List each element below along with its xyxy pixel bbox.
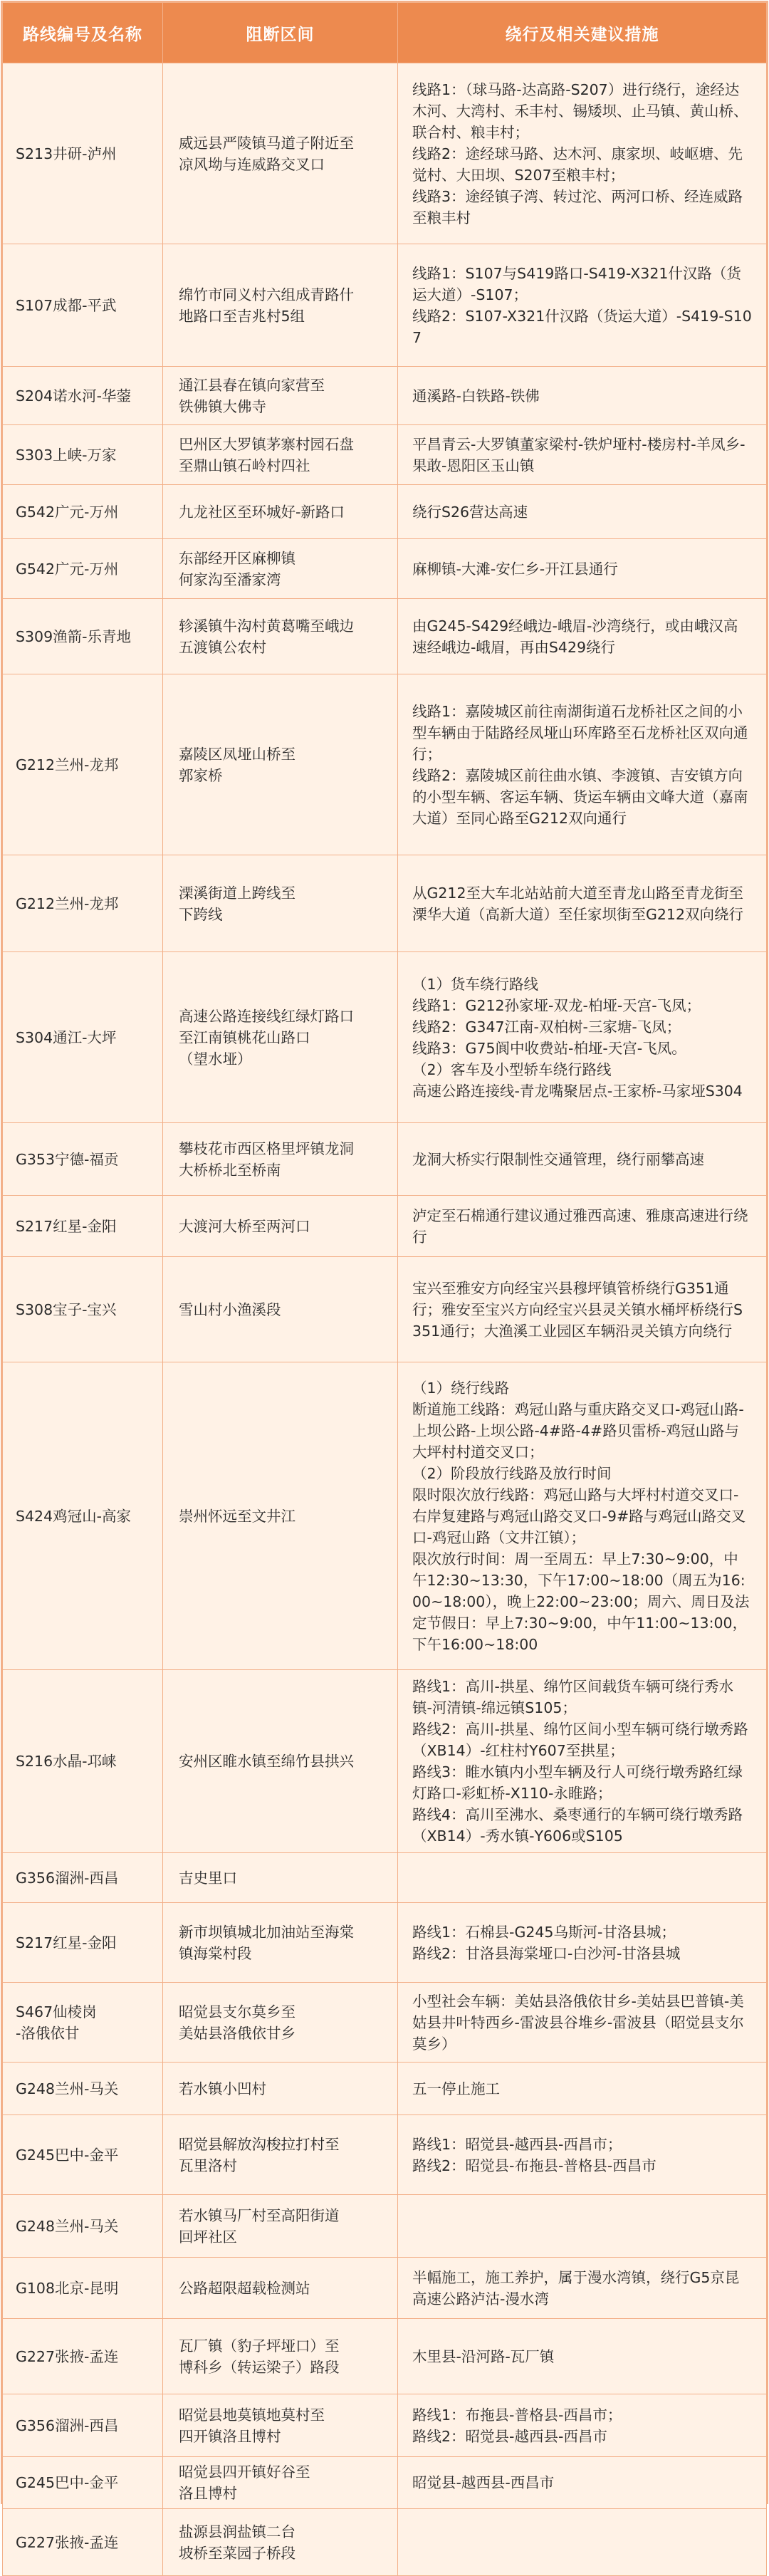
table-row [3,539,767,599]
blocked-section-cell [163,367,398,425]
blocked-section-cell-text: 若水镇小凹村 [179,2080,266,2097]
table-row [3,1196,767,1257]
road-name-cell-text: S308宝子-宝兴 [16,1300,117,1318]
road-name-cell-text: S303上峡-万家 [16,446,117,464]
detour-measures-cell [398,952,767,1123]
table-row [3,2258,767,2319]
blocked-section-cell-text: 若水镇马厂村至高阳街道 回坪社区 [179,2206,340,2246]
blocked-section-cell [163,952,398,1123]
blocked-section-cell-text: 威远县严陵镇马道子附近至 凉风坳与连威路交叉口 [179,134,354,173]
detour-measures-cell-text: 平昌青云-大罗镇董家梁村-铁炉垭村-楼房村-羊凤乡-果敢-恩阳区玉山镇 [412,435,746,474]
detour-measures-cell [398,674,767,855]
table-row [3,2195,767,2258]
detour-measures-cell-text: 龙洞大桥实行限制性交通管理，绕行丽攀高速 [412,1150,704,1168]
road-name-cell-text: G245巴中-金平 [16,2474,119,2491]
road-name-cell [3,2457,163,2509]
detour-measures-cell-text: 路线1：石棉县-G245乌斯河-甘洛县城； 路线2：甘洛县海棠垭口-白沙河-甘洛县城 [412,1923,681,1962]
detour-measures-cell-text: 昭觉县-越西县-西昌市 [412,2474,555,2491]
blocked-section-cell-text: 盐源县润盐镇二台 坡桥至菜园子桥段 [179,2523,295,2562]
detour-measures-cell-text: （1）绕行线路 断道施工线路：鸡冠山路与重庆路交叉口-鸡冠山路-上坝公路-上坝公路-4#路-4#路贝雷桥-鸡冠山路与大坪村村道交叉口； （2）阶段放行线路及放行时间 限时限次放行线路：鸡冠山路与大坪村村道交叉口-右岸复建路与鸡冠山路交叉口-9#路与鸡冠山路交叉口-鸡冠山路（文井江镇）； 限次放行时间：周一至周五：早上7:30~9:00，中午12:30~13:30，下午17:00~18:00（周五为16:00~18:00），晚上22:00~23:00；周六、周日及法定节假日：早上7:30~9:00，中午11:00~13:00，下午16:00~18:00 [412,1379,750,1653]
detour-measures-cell [398,367,767,425]
blocked-section-cell [163,63,398,244]
table-row [3,2509,767,2576]
detour-measures-cell-text: 木里县-沿河路-瓦厂镇 [412,2347,555,2365]
table-row [3,2063,767,2115]
detour-measures-cell-text: 线路1：S107与S419路口-S419-X321什汉路（货运大道）-S107； 线路2：S107-X321什汉路（货运大道）-S419-S107 [412,264,752,346]
table-row [3,1983,767,2063]
detour-measures-cell-text: 小型社会车辆：美姑县洛俄依甘乡-美姑县巴普镇-美姑县井叶特西乡-雷波县谷堆乡-雷波县（昭觉县支尔莫乡） [412,1992,744,2053]
header-blocked-section: 阻断区间 [163,3,398,63]
blocked-section-cell [163,2258,398,2319]
detour-measures-cell-text: 麻柳镇-大滩-安仁乡-开江县通行 [412,560,618,578]
road-name-cell-text: G353宁德-福贡 [16,1150,119,1168]
blocked-section-cell [163,244,398,367]
blocked-section-cell-text: 安州区睢水镇至绵竹县拱兴 [179,1753,354,1770]
table-body [3,63,767,2576]
detour-measures-cell [398,2115,767,2195]
table-row [3,1257,767,1362]
road-name-cell-text: G542广元-万州 [16,503,119,521]
blocked-section-cell [163,425,398,485]
blocked-section-cell-text: 昭觉县地莫镇地莫村至 四开镇洛且博村 [179,2406,325,2445]
blocked-section-cell-text: 巴州区大罗镇茅寨村园石盘 至鼎山镇石岭村四社 [179,435,354,474]
road-name-cell-text: G245巴中-金平 [16,2146,119,2164]
blocked-section-cell-text: 溧溪街道上跨线至 下跨线 [179,884,295,923]
road-name-cell [3,367,163,425]
road-name-cell [3,2394,163,2457]
detour-measures-cell [398,1257,767,1362]
detour-measures-cell-text: 路线1：高川-拱星、绵竹区间载货车辆可绕行秀水镇-河清镇-绵远镇S105； 路线2：高川-拱星、绵竹区间小型车辆可绕行墩秀路（XB14）-红柱村Y607至拱星； 路线3：睢水镇内小型车辆及行人可绕行墩秀路红绿灯路口-彩虹桥-X110-永睢路； 路线4：高川至沸水、桑枣通行的车辆可绕行墩秀路（XB14）-秀水镇-Y606或S105 [412,1678,748,1845]
blocked-section-cell-text: 东部经开区麻柳镇 何家沟至潘家湾 [179,549,295,588]
detour-measures-cell [398,2394,767,2457]
detour-measures-cell [398,244,767,367]
blocked-section-cell [163,485,398,539]
blocked-section-cell-text: 高速公路连接线红绿灯路口 至江南镇桃花山路口 （望水垭） [179,1007,354,1068]
table-row [3,952,767,1123]
detour-measures-cell [398,1196,767,1257]
road-name-cell-text: G542广元-万州 [16,560,119,578]
detour-measures-cell [398,1983,767,2063]
detour-measures-cell [398,485,767,539]
road-name-cell [3,674,163,855]
detour-measures-cell [398,1903,767,1983]
detour-measures-cell [398,2195,767,2258]
road-name-cell-text: S424鸡冠山-高家 [16,1507,132,1525]
table-row [3,1853,767,1903]
road-name-cell-text: G212兰州-龙邦 [16,895,119,912]
blocked-section-cell [163,1903,398,1983]
table-row [3,2394,767,2457]
blocked-section-cell-text: 公路超限超载检测站 [179,2279,310,2297]
detour-measures-cell-text: 由G245-S429经峨边-峨眉-沙湾绕行，或由峨汉高速经峨边-峨眉，再由S429绕行 [412,617,738,656]
table-header-row [3,3,767,63]
blocked-section-cell [163,1123,398,1196]
table-row [3,2457,767,2509]
blocked-section-cell-text: 嘉陵区凤垭山桥至 郭家桥 [179,745,295,784]
road-name-cell-text: S216水晶-邛崃 [16,1753,117,1770]
blocked-section-cell-text: 轸溪镇牛沟村黄葛嘴至峨边 五渡镇公农村 [179,617,354,656]
road-name-cell [3,1257,163,1362]
road-name-cell [3,1853,163,1903]
detour-measures-cell [398,63,767,244]
detour-measures-cell [398,1362,767,1670]
detour-measures-cell-text: 半幅施工，施工养护，属于漫水湾镇，绕行G5京昆高速公路泸沽-漫水湾 [412,2268,740,2308]
road-name-cell [3,1196,163,1257]
detour-measures-cell [398,599,767,674]
blocked-section-cell [163,2319,398,2394]
table-row [3,425,767,485]
blocked-section-cell [163,2457,398,2509]
road-name-cell [3,952,163,1123]
road-name-cell-text: G227张掖-孟连 [16,2347,119,2365]
table-row [3,2115,767,2195]
table-row [3,855,767,952]
road-name-cell-text: G356溜洲-西昌 [16,1869,119,1887]
table-row [3,674,767,855]
road-name-cell-text: S213井研-泸州 [16,145,117,162]
road-name-cell-text: G248兰州-马关 [16,2217,119,2235]
blocked-section-cell [163,1196,398,1257]
road-closure-table-wrapper [1,1,768,2562]
road-name-cell [3,485,163,539]
detour-measures-cell-text: （1）货车绕行路线 线路1：G212孙家垭-双龙-柏垭-天宫-飞凤； 线路2：G347江南-双柏树-三家塘-飞凤； 线路3：G75阆中收费站-柏垭-天宫-飞凤。 （2）客车及小型轿车绕行路线 高速公路连接线-青龙嘴聚居点-王家桥-马家垭S304 [412,975,743,1100]
blocked-section-cell-text: 昭觉县解放沟梭拉打村至 瓦里洛村 [179,2135,340,2174]
detour-measures-cell [398,539,767,599]
blocked-section-cell [163,1853,398,1903]
detour-measures-cell [398,1853,767,1903]
detour-measures-cell [398,2319,767,2394]
table-row [3,1903,767,1983]
blocked-section-cell [163,1257,398,1362]
detour-measures-cell [398,1670,767,1853]
detour-measures-cell-text: 泸定至石棉通行建议通过雅西高速、雅康高速进行绕行 [412,1206,748,1246]
road-name-cell-text: S204诺水河-华蓥 [16,387,132,405]
table-row [3,1123,767,1196]
detour-measures-cell-text: 宝兴至雅安方向经宝兴县穆坪镇管桥绕行G351通行；雅安至宝兴方向经宝兴县灵关镇水桶坪桥绕行S351通行；大渔溪工业园区车辆沿灵关镇方向绕行 [412,1279,743,1340]
detour-measures-cell-text: 路线1：昭觉县-越西县-西昌市； 路线2：昭觉县-布拖县-普格县-西昌市 [412,2135,656,2174]
table-row [3,1362,767,1670]
blocked-section-cell [163,855,398,952]
road-name-cell-text: S217红星-金阳 [16,1934,117,1951]
blocked-section-cell [163,1670,398,1853]
road-name-cell [3,63,163,244]
road-name-cell [3,2195,163,2258]
table-row [3,1670,767,1853]
blocked-section-cell [163,599,398,674]
detour-measures-cell-text: 路线1：布拖县-普格县-西昌市； 路线2：昭觉县-越西县-西昌市 [412,2406,622,2445]
table-row [3,2319,767,2394]
road-name-cell [3,244,163,367]
road-name-cell [3,1123,163,1196]
road-name-cell-text: S309渔箭-乐青地 [16,627,132,645]
detour-measures-cell-text: 线路1：（球马路-达高路-S207）进行绕行，途经达木河、大湾村、禾丰村、锡矮坝、止马镇、黄山桥、联合村、粮丰村； 线路2：途经球马路、达木河、康家坝、岐岖塘、先觉村、大田坝、S207至粮丰村； 线路3：途经镇子湾、转过沱、两河口桥、经连威路至粮丰村 [412,80,748,226]
blocked-section-cell-text: 通江县春在镇向家营至 铁佛镇大佛寺 [179,376,325,415]
blocked-section-cell-text: 崇州怀远至文井江 [179,1507,295,1525]
road-name-cell-text: G248兰州-马关 [16,2080,119,2097]
road-name-cell-text: G108北京-昆明 [16,2279,119,2297]
detour-measures-cell [398,2509,767,2576]
road-name-cell-text: G227张掖-孟连 [16,2533,119,2551]
road-name-cell [3,1362,163,1670]
blocked-section-cell-text: 大渡河大桥至两河口 [179,1217,310,1235]
detour-measures-cell [398,2063,767,2115]
road-name-cell-text: S304通江-大坪 [16,1028,117,1046]
detour-measures-cell-text: 五一停止施工 [412,2080,500,2097]
road-closure-table [2,2,767,2576]
blocked-section-cell-text: 昭觉县支尔莫乡至 美姑县洛俄依甘乡 [179,2003,295,2042]
road-name-cell-text: S217红星-金阳 [16,1217,117,1235]
blocked-section-cell [163,1362,398,1670]
blocked-section-cell-text: 攀枝花市西区格里坪镇龙洞 大桥桥北至桥南 [179,1140,354,1179]
blocked-section-cell-text: 吉史里口 [179,1869,237,1887]
detour-measures-cell-text: 绕行S26营达高速 [412,503,528,521]
road-name-cell [3,855,163,952]
table-row [3,367,767,425]
blocked-section-cell [163,2394,398,2457]
blocked-section-cell-text: 九龙社区至环城好-新路口 [179,503,345,521]
road-name-cell-text: G356溜洲-西昌 [16,2416,119,2434]
road-name-cell [3,599,163,674]
blocked-section-cell [163,2063,398,2115]
blocked-section-cell-text: 雪山村小渔溪段 [179,1300,281,1318]
blocked-section-cell-text: 瓦厂镇（豹子坪垭口）至 博科乡（转运梁子）路段 [179,2337,340,2376]
detour-measures-cell [398,2258,767,2319]
road-name-cell [3,1903,163,1983]
blocked-section-cell [163,1983,398,2063]
road-name-cell-text: G212兰州-龙邦 [16,756,119,773]
road-name-cell [3,2319,163,2394]
detour-measures-cell [398,855,767,952]
detour-measures-cell-text: 通溪路-白铁路-铁佛 [412,387,540,405]
detour-measures-cell [398,425,767,485]
table-row [3,63,767,244]
road-name-cell [3,2509,163,2576]
road-name-cell [3,539,163,599]
blocked-section-cell [163,2509,398,2576]
table-row [3,244,767,367]
blocked-section-cell [163,674,398,855]
table-row [3,485,767,539]
detour-measures-cell [398,1123,767,1196]
header-road-name: 路线编号及名称 [3,3,163,63]
blocked-section-cell [163,539,398,599]
road-name-cell-text: S467仙棱岗 -洛俄依甘 [16,2003,97,2042]
road-name-cell-text: S107成都-平武 [16,296,117,314]
detour-measures-cell-text: 从G212至大车北站站前大道至青龙山路至青龙街至溧华大道（高新大道）至任家坝街至G212双向绕行 [412,884,744,923]
road-name-cell [3,2258,163,2319]
road-name-cell [3,2115,163,2195]
detour-measures-cell [398,2457,767,2509]
header-detour-measures: 绕行及相关建议措施 [398,3,767,63]
road-name-cell [3,425,163,485]
road-name-cell [3,1670,163,1853]
blocked-section-cell-text: 新市坝镇城北加油站至海棠 镇海棠村段 [179,1923,354,1962]
blocked-section-cell [163,2115,398,2195]
table-row [3,599,767,674]
road-name-cell [3,2063,163,2115]
blocked-section-cell-text: 昭觉县四开镇好谷至 洛且博村 [179,2463,310,2502]
road-name-cell [3,1983,163,2063]
blocked-section-cell [163,2195,398,2258]
blocked-section-cell-text: 绵竹市同义村六组成青路什 地路口至吉兆村5组 [179,286,354,325]
detour-measures-cell-text: 线路1：嘉陵城区前往南湖街道石龙桥社区之间的小型车辆由于陆路经凤垭山环库路至石龙桥社区双向通行； 线路2：嘉陵城区前往曲水镇、李渡镇、吉安镇方向的小型车辆、客运车辆、货运车辆由文峰大道（嘉南大道）至同心路至G212双向通行 [412,702,748,827]
